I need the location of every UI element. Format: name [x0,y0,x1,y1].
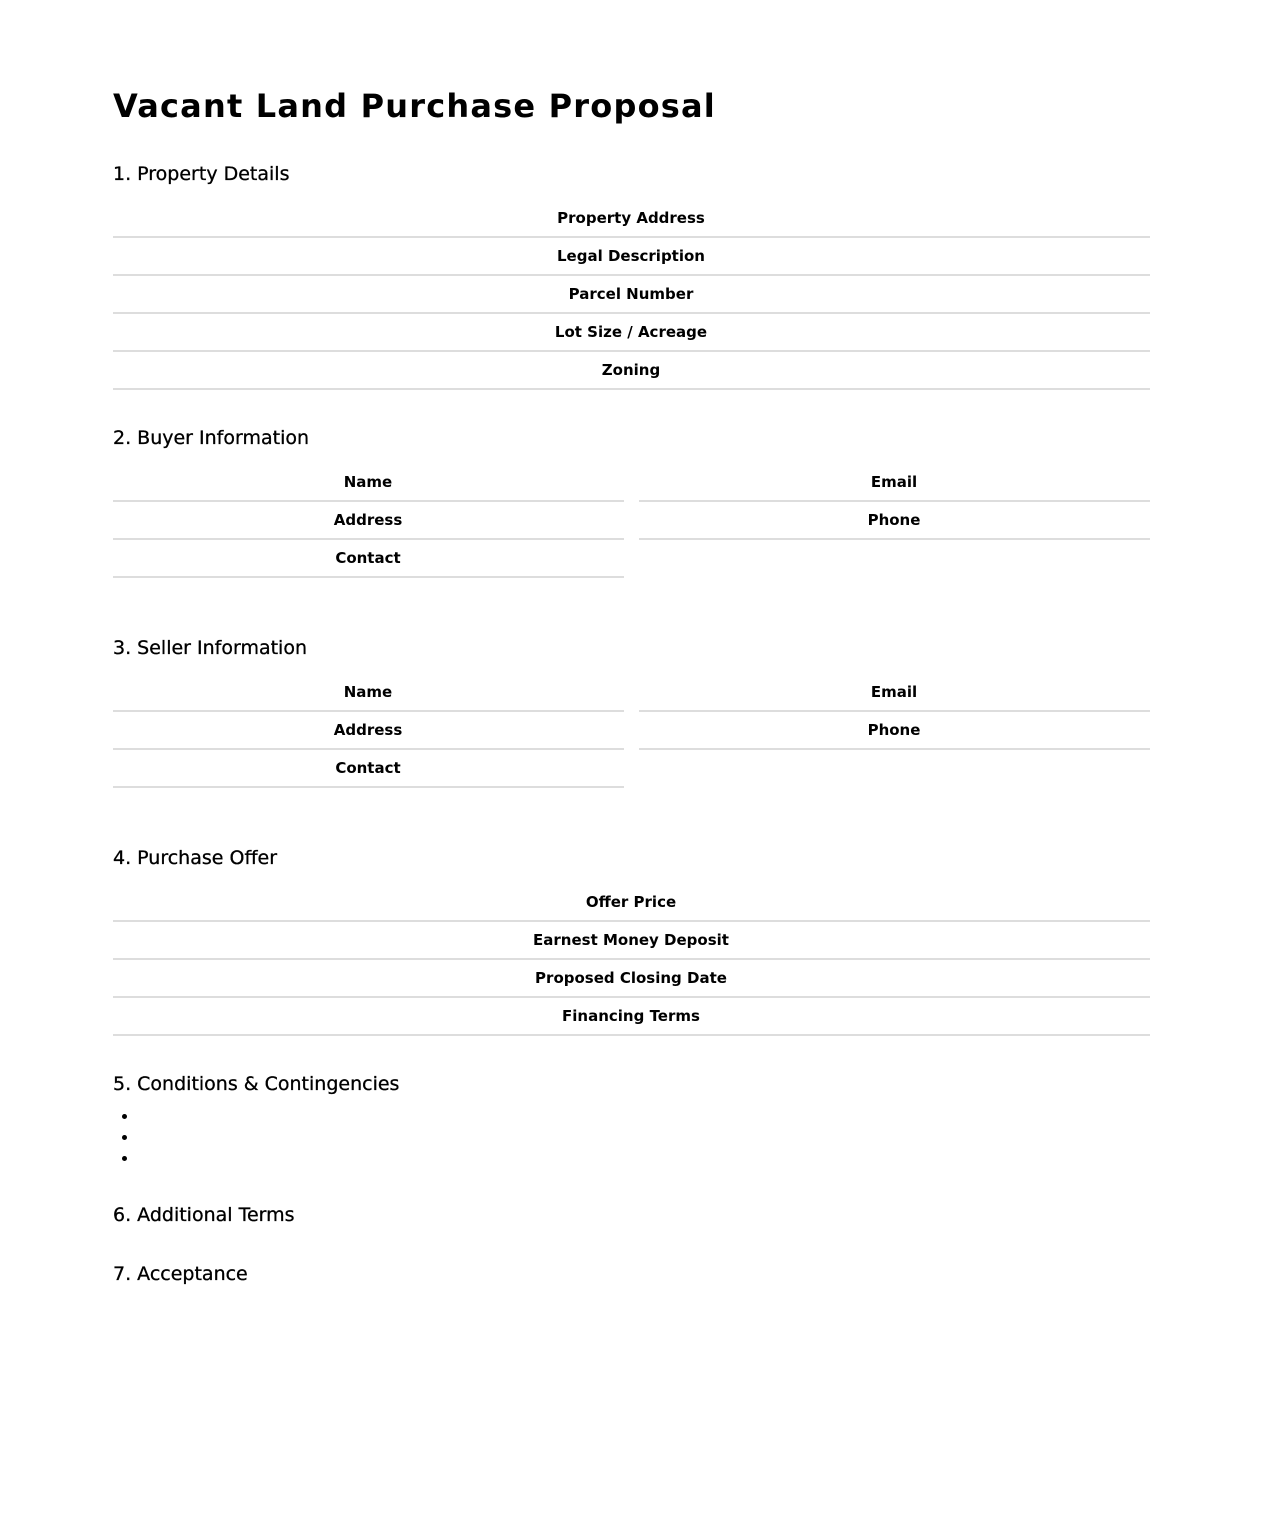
seller-info-right-table [639,674,1150,750]
table-row [113,237,1150,275]
section-purchase-offer [113,846,1150,1036]
buyer-info-columns [113,464,1150,578]
field-value-buyer-name[interactable] [623,464,624,501]
field-value-seller-phone[interactable] [1149,711,1150,749]
field-label-seller-phone: Phone [639,711,1149,749]
field-value-buyer-email[interactable] [1149,464,1150,501]
seller-info-left-table [113,674,624,788]
field-label-parcel-number: Parcel Number [113,275,1149,313]
table-row [639,711,1150,749]
field-value-seller-name[interactable] [623,674,624,711]
table-row [113,501,624,539]
field-value-seller-address[interactable] [623,711,624,749]
table-row [113,275,1150,313]
field-label-seller-contact: Contact [113,749,623,787]
table-row [639,501,1150,539]
field-label-seller-email: Email [639,674,1149,711]
buyer-info-left-table [113,464,624,578]
field-label-earnest-money: Earnest Money Deposit [113,921,1149,959]
section-heading: 1. Property Details [113,163,290,185]
table-row [113,674,624,711]
section-buyer-information [113,426,1150,578]
table-row [113,921,1150,959]
conditions-list [113,1106,1150,1169]
section-additional-terms [113,1203,1150,1227]
field-value-legal-description[interactable] [1149,237,1150,275]
field-value-zoning[interactable] [1149,351,1150,389]
section-heading: 3. Seller Information [113,637,307,659]
section-seller-information [113,636,1150,788]
table-row [113,711,624,749]
field-value-offer-price[interactable] [1149,884,1150,921]
field-label-buyer-contact: Contact [113,539,623,577]
section-heading: 4. Purchase Offer [113,847,278,869]
field-value-property-address[interactable] [1149,200,1150,237]
table-row [113,749,624,787]
field-label-legal-description: Legal Description [113,237,1149,275]
field-label-zoning: Zoning [113,351,1149,389]
table-row [113,997,1150,1035]
section-conditions [113,1072,1150,1169]
field-label-financing-terms: Financing Terms [113,997,1149,1035]
field-label-offer-price: Offer Price [113,884,1149,921]
document-title: Vacant Land Purchase Proposal [113,87,716,125]
field-value-closing-date[interactable] [1149,959,1150,997]
table-row [113,200,1150,237]
field-value-seller-email[interactable] [1149,674,1150,711]
table-row [113,351,1150,389]
table-row [113,959,1150,997]
field-label-buyer-phone: Phone [639,501,1149,539]
field-label-buyer-address: Address [113,501,623,539]
list-item [138,1148,1150,1169]
list-item [138,1106,1150,1127]
table-row [639,674,1150,711]
field-value-buyer-contact[interactable] [623,539,624,577]
section-heading: 5. Conditions & Contingencies [113,1073,400,1095]
field-value-financing-terms[interactable] [1149,997,1150,1035]
list-item [138,1127,1150,1148]
table-row [639,464,1150,501]
table-row [113,313,1150,351]
field-label-seller-address: Address [113,711,623,749]
field-value-earnest-money[interactable] [1149,921,1150,959]
field-value-buyer-address[interactable] [623,501,624,539]
field-label-seller-name: Name [113,674,623,711]
section-heading: 6. Additional Terms [113,1204,295,1226]
field-label-buyer-email: Email [639,464,1149,501]
field-label-lot-size: Lot Size / Acreage [113,313,1149,351]
section-property-details [113,162,1150,390]
field-value-lot-size[interactable] [1149,313,1150,351]
section-heading: 7. Acceptance [113,1263,248,1285]
field-value-buyer-phone[interactable] [1149,501,1150,539]
field-label-closing-date: Proposed Closing Date [113,959,1149,997]
section-acceptance [113,1262,1150,1286]
field-label-buyer-name: Name [113,464,623,501]
field-value-parcel-number[interactable] [1149,275,1150,313]
table-row [113,884,1150,921]
table-row [113,464,624,501]
field-value-seller-contact[interactable] [623,749,624,787]
property-details-table [113,200,1150,390]
table-row [113,539,624,577]
field-label-property-address: Property Address [113,200,1149,237]
purchase-offer-table [113,884,1150,1036]
section-heading: 2. Buyer Information [113,427,310,449]
buyer-info-right-table [639,464,1150,540]
seller-info-columns [113,674,1150,788]
